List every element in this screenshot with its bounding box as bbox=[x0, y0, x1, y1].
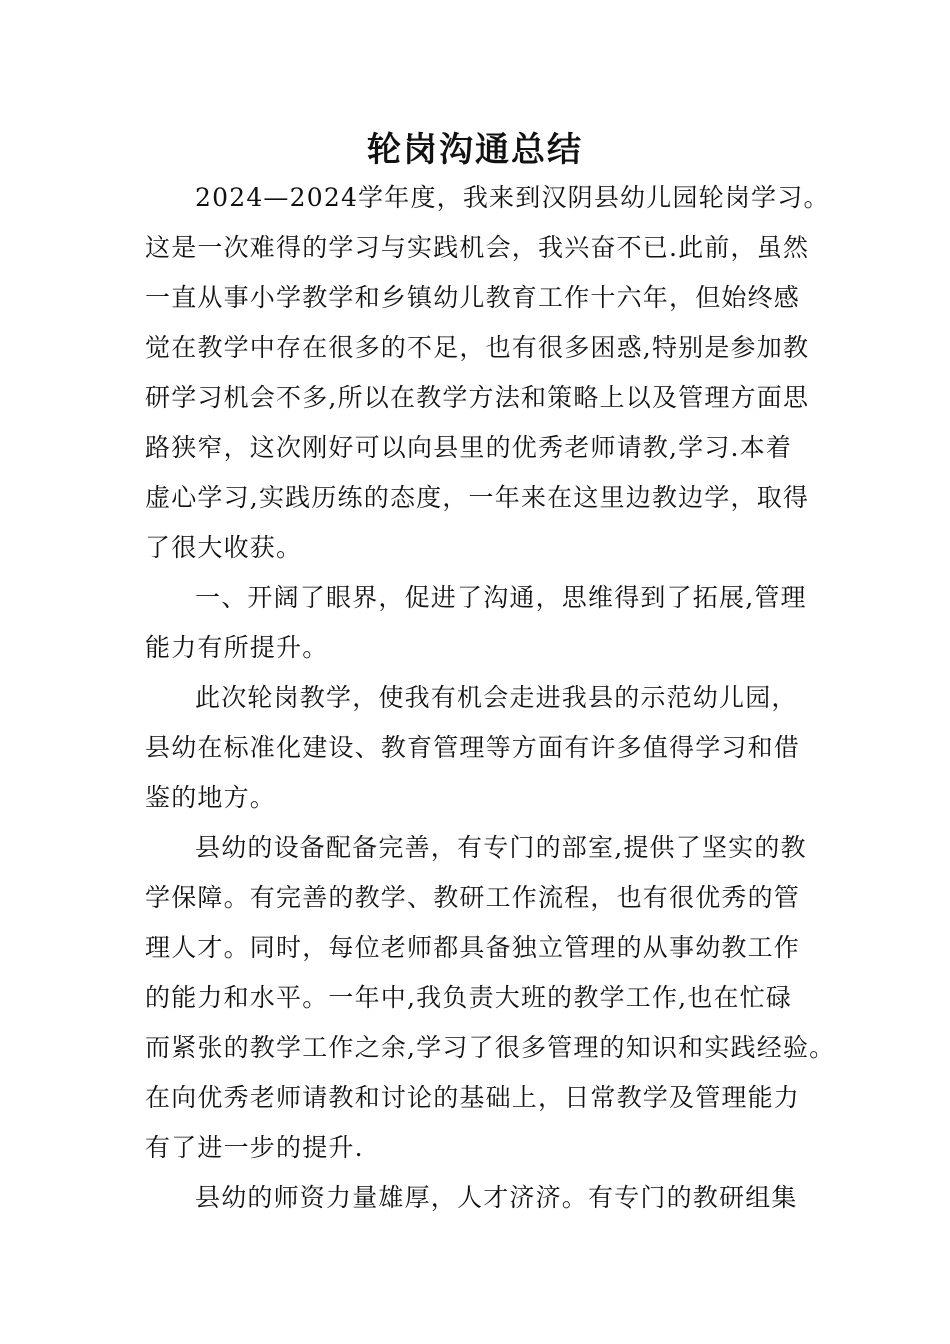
paragraph-3-line-3: 鉴的地方。 bbox=[145, 783, 277, 812]
paragraph-4-line-2: 学保障。有完善的教学、教研工作流程，也有很优秀的管 bbox=[145, 883, 801, 912]
paragraph-4-line-7: 有了进一步的提升. bbox=[145, 1133, 364, 1162]
paragraph-4-line-3: 理人才。同时，每位老师都具备独立管理的从事幼教工作 bbox=[145, 933, 801, 962]
paragraph-1-line-2: 这是一次难得的学习与实践机会，我兴奋不已.此前，虽然 bbox=[145, 233, 810, 262]
paragraph-1-line-7: 虚心学习,实践历练的态度，一年来在这里边教边学，取得 bbox=[145, 483, 810, 512]
paragraph-5-line-1: 县幼的师资力量雄厚，人才济济。有专门的教研组集 bbox=[195, 1183, 798, 1212]
paragraph-1-line-6: 路狭窄，这次刚好可以向县里的优秀老师请教,学习.本着 bbox=[145, 433, 793, 462]
paragraph-1-line-5: 研学习机会不多,所以在教学方法和策略上以及管理方面思 bbox=[145, 383, 810, 412]
paragraph-4-line-6: 在向优秀老师请教和讨论的基础上，日常教学及管理能力 bbox=[145, 1083, 801, 1112]
paragraph-4-line-1: 县幼的设备配备完善，有专门的部室,提供了坚实的教 bbox=[195, 833, 807, 862]
paragraph-3-line-2: 县幼在标准化建设、教育管理等方面有许多值得学习和借 bbox=[145, 733, 801, 762]
section-heading-line-1: 一、开阔了眼界，促进了沟通，思维得到了拓展,管理 bbox=[195, 583, 807, 612]
paragraph-4-line-4: 的能力和水平。一年中,我负责大班的教学工作,也在忙碌 bbox=[145, 983, 793, 1012]
paragraph-1-line-1: 2024—2024学年度，我来到汉阴县幼儿园轮岗学习。 bbox=[195, 183, 830, 212]
paragraph-1-line-3: 一直从事小学教学和乡镇幼儿教育工作十六年，但始终感 bbox=[145, 283, 801, 312]
document-title: 轮岗沟通总结 bbox=[367, 130, 583, 170]
paragraph-1-line-8: 了很大收获。 bbox=[145, 533, 303, 562]
section-heading-line-2: 能力有所提升。 bbox=[145, 633, 329, 662]
paragraph-1-line-4: 觉在教学中存在很多的不足，也有很多困惑,特别是参加教 bbox=[145, 333, 810, 362]
document-body bbox=[145, 173, 845, 1223]
paragraph-3-line-1: 此次轮岗教学，使我有机会走进我县的示范幼儿园， bbox=[195, 683, 798, 712]
paragraph-4-line-5: 而紧张的教学工作之余,学习了很多管理的知识和实践经验。 bbox=[145, 1033, 836, 1062]
